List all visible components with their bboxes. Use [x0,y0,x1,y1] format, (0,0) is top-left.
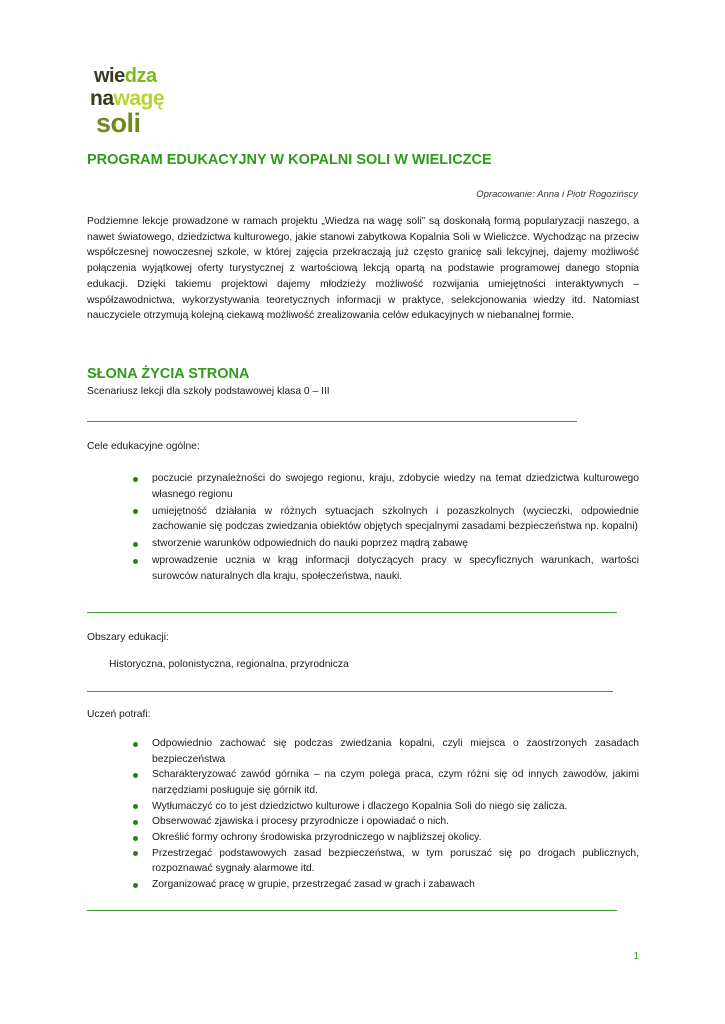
divider-line [87,910,617,911]
divider-line [87,612,617,613]
author-credit: Opracowanie: Anna i Piotr Rogozińscy [476,189,638,200]
document-title: PROGRAM EDUKACYJNY W KOPALNI SOLI W WIELICZCE [87,152,492,168]
list-item: Wytłumaczyć co to jest dziedzictwo kulturowe i dlaczego Kopalnia Soli do niego się zalicza. [133,799,639,815]
logo-line-3: soli [96,108,141,138]
list-item: Zorganizować pracę w grupie, przestrzegać zasad w grach i zabawach [133,877,639,893]
list-item: poczucie przynależności do swojego regionu, kraju, zdobycie wiedzy na temat dziedzictwa kulturowego własnego regionu [133,471,639,502]
skills-list [133,736,639,893]
list-item: umiejętność działania w różnych sytuacjach szkolnych i pozaszkolnych (wycieczki, odpowiednie zachowanie się podczas zwiedzania obiektów objętych specjalnymi zasadami bezpieczeństwa np. kopalni) [133,504,639,535]
intro-paragraph: Podziemne lekcje prowadzone w ramach projektu „Wiedza na wagę soli” są doskonałą formą popularyzacji naszego, a nawet światowego, dziedzictwa kulturowego, jakie stanowi zabytkowa Kopalnia Soli w Wieliczce. Wychodząc na przeciw współczesnej nowoczesnej szkole, w której zajęcia przekraczają już często granicę sali lekcyjnej, dajemy możliwość połączenia wyjątkowej oferty turystycznej z wartościową lekcją opartą na podstawie programowej danego stopnia edukacji. Dzięki takiemu projektowi dajemy młodzieży możliwość rozwijania umiejętności interaktywnych – współzawodnictwa, wykorzystywania teoretycznych informacji w praktyce, selekcjonowania wiedzy itd. Natomiast nauczyciele otrzymują kolejną ciekawą możliwość zrealizowania celów edukacyjnych w niebanalnej formie. [87,216,639,322]
skills-label: Uczeń potrafi: [87,709,151,720]
list-item: Przestrzegać podstawowych zasad bezpieczeństwa, w tym poruszać się po drogach publicznych, rozpoznawać sygnały alarmowe itd. [133,846,639,877]
list-item: Określić formy ochrony środowiska przyrodniczego w najbliższej okolicy. [133,830,639,846]
logo-line-1: wiedza [94,65,157,87]
areas-value: Historyczna, polonistyczna, regionalna, przyrodnicza [109,659,349,670]
wiedza-na-wage-soli-logo [90,66,210,138]
areas-label: Obszary edukacji: [87,632,169,643]
page-number: 1 [633,951,639,962]
list-item: stworzenie warunków odpowiednich do nauki poprzez mądrą zabawę [133,536,639,552]
list-item: Odpowiednio zachować się podczas zwiedzania kopalni, czyli miejsca o zaostrzonych zasadach bezpieczeństwa [133,736,639,767]
goals-label: Cele edukacyjne ogólne: [87,441,200,452]
list-item: Obserwować zjawiska i procesy przyrodnicze i opowiadać o nich. [133,814,639,830]
goals-list [133,471,639,586]
divider-line [87,691,613,692]
list-item: Scharakteryzować zawód górnika – na czym polega praca, czym różni się od innych zawodów, jakimi narzędziami posługuje się górnik itd. [133,767,639,798]
section-subtitle: Scenariusz lekcji dla szkoły podstawowej klasa 0 – III [87,386,330,397]
list-item: wprowadzenie ucznia w krąg informacji dotyczących pracy w specyficznych warunkach, wartości surowców naturalnych dla kraju, społeczeństwa, nauki. [133,553,639,584]
divider-line [87,421,577,422]
section-heading: SŁONA ŻYCIA STRONA [87,366,250,382]
logo-line-2: nawagę [90,87,165,110]
